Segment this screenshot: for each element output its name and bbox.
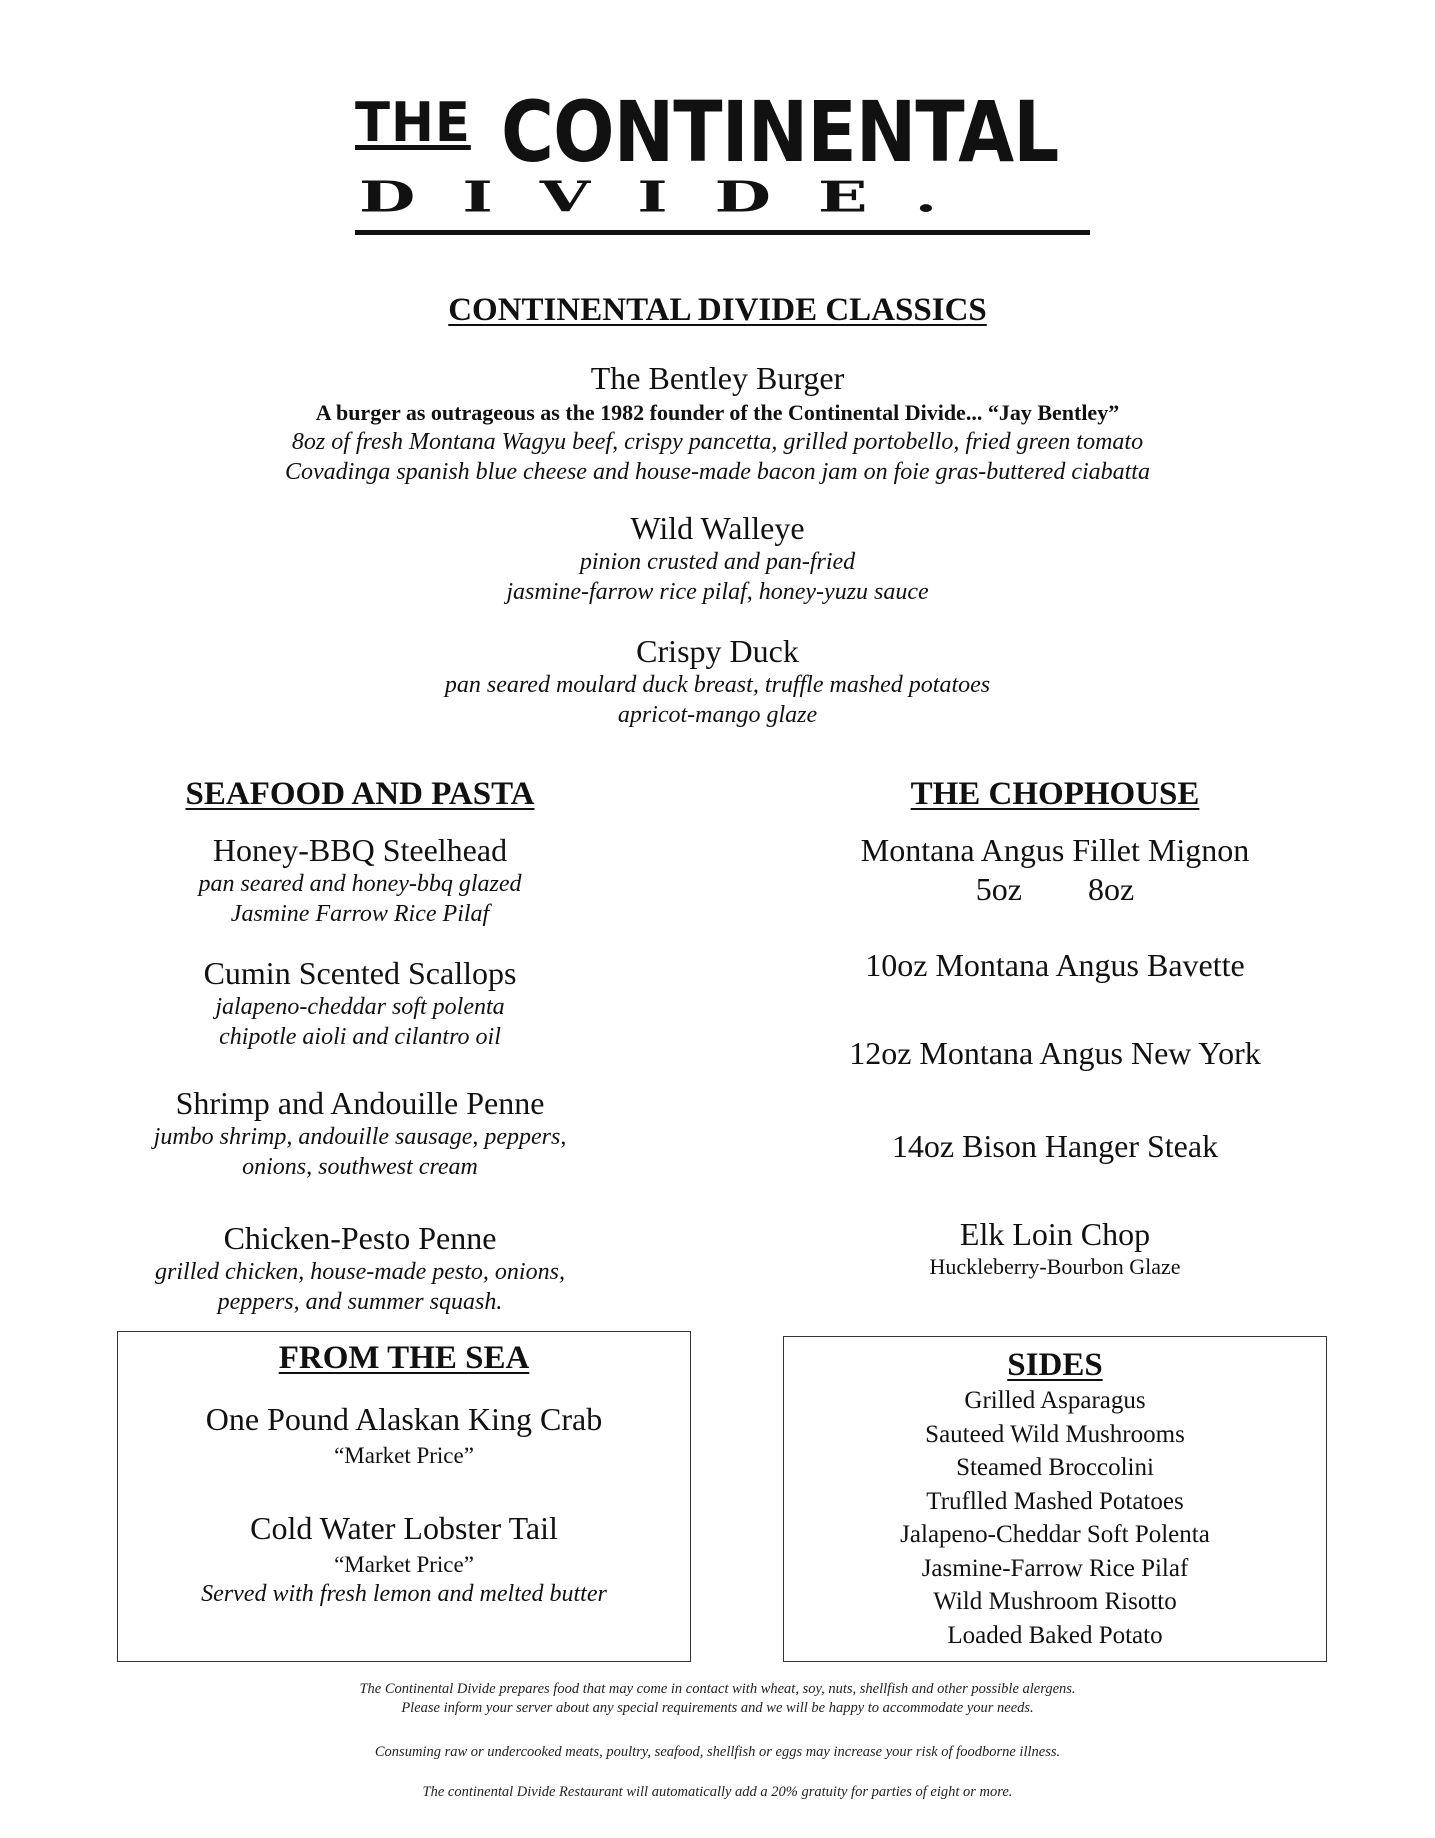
dish-desc: chipotle aioli and cilantro oil <box>219 1023 501 1050</box>
dish-desc: jumbo shrimp, andouille sausage, peppers, <box>153 1123 567 1150</box>
chicken-pesto-penne <box>110 1220 610 1317</box>
dish-price: “Market Price” <box>334 1442 474 1468</box>
seafood-heading: SEAFOOD AND PASTA <box>185 776 535 812</box>
list-item: Jasmine-Farrow Rice Pilaf <box>921 1554 1189 1582</box>
dish-desc: Jasmine Farrow Rice Pilaf <box>230 900 490 927</box>
portion-sizes <box>805 871 1305 908</box>
sides-heading: SIDES <box>1007 1347 1103 1383</box>
wild-walleye <box>0 510 1435 607</box>
dish-price: “Market Price” <box>334 1551 474 1577</box>
list-item: Jalapeno-Cheddar Soft Polenta <box>900 1521 1210 1548</box>
dish-desc: Served with fresh lemon and melted butter <box>201 1580 607 1607</box>
elk-loin-chop <box>805 1216 1305 1281</box>
list-item: Sauteed Wild Mushrooms <box>925 1420 1185 1448</box>
logo-continental: CONTINENTAL <box>501 83 1059 181</box>
logo-divide: DIVIDE. <box>359 172 985 222</box>
lobster-tail <box>118 1510 690 1609</box>
dish-desc: onions, southwest cream <box>242 1153 478 1180</box>
list-item: Wild Mushroom Risotto <box>933 1588 1177 1615</box>
dish-desc: jasmine-farrow rice pilaf, honey-yuzu sauce <box>506 578 929 605</box>
list-item: Steamed Broccolini <box>956 1454 1154 1481</box>
allergen-notice <box>0 1680 1435 1718</box>
dish-name: Elk Loin Chop <box>959 1216 1151 1252</box>
dish-name: Cold Water Lobster Tail <box>250 1509 558 1546</box>
dish-desc: grilled chicken, house-made pesto, onions, <box>155 1258 565 1285</box>
crispy-duck <box>0 633 1435 730</box>
logo-the: THE <box>355 91 471 154</box>
dish-name: Honey-BBQ Steelhead <box>212 832 508 868</box>
dish-desc: 8oz of fresh Montana Wagyu beef, crispy pancetta, grilled portobello, fried green tomato <box>291 428 1144 455</box>
angus-new-york: 12oz Montana Angus New York <box>849 1035 1261 1071</box>
list-item: Truflled Mashed Potatoes <box>926 1487 1184 1515</box>
fillet-mignon <box>805 832 1305 908</box>
cumin-scented-scallops <box>110 955 610 1052</box>
dish-name: Cumin Scented Scallops <box>203 955 517 991</box>
dish-name: Montana Angus Fillet Mignon <box>860 832 1250 868</box>
logo-underline <box>355 230 1090 235</box>
restaurant-logo <box>355 83 1095 240</box>
dish-name: Shrimp and Andouille Penne <box>175 1085 545 1121</box>
portion-8oz: 8oz <box>1088 870 1135 907</box>
footer-line: Please inform your server about any special requirements and we will be happy to accommodate your needs. <box>401 1700 1034 1716</box>
raw-food-warning: Consuming raw or undercooked meats, poultry, seafood, shellfish or eggs may increase your risk of foodborne illness. <box>374 1744 1061 1760</box>
chophouse-heading: THE CHOPHOUSE <box>910 776 1200 812</box>
honey-bbq-steelhead <box>110 832 610 929</box>
dish-desc: Huckleberry-Bourbon Glaze <box>929 1253 1181 1279</box>
dish-desc: peppers, and summer squash. <box>217 1288 503 1315</box>
dish-name: The Bentley Burger <box>590 360 845 396</box>
sides-box <box>783 1336 1327 1662</box>
footer-line: The Continental Divide prepares food that may come in contact with wheat, soy, nuts, shellfish and other possible alergens. <box>359 1681 1076 1697</box>
dish-desc: apricot-mango glaze <box>617 701 818 728</box>
dish-desc: Covadinga spanish blue cheese and house-made bacon jam on foie gras-buttered ciabatta <box>285 458 1150 485</box>
dish-name: Wild Walleye <box>630 510 805 546</box>
list-item: Loaded Baked Potato <box>947 1621 1163 1649</box>
sides-list <box>784 1384 1326 1652</box>
dish-desc: jalapeno-cheddar soft polenta <box>215 993 505 1020</box>
dish-desc: pinion crusted and pan-fried <box>579 548 856 575</box>
classics-heading: CONTINENTAL DIVIDE CLASSICS <box>448 292 987 328</box>
shrimp-andouille-penne <box>110 1085 610 1182</box>
list-item: Grilled Asparagus <box>964 1387 1146 1414</box>
dish-desc: pan seared and honey-bbq glazed <box>198 870 522 897</box>
portion-5oz: 5oz <box>975 870 1022 907</box>
king-crab <box>118 1401 690 1470</box>
gratuity-notice: The continental Divide Restaurant will automatically add a 20% gratuity for parties of eight or more. <box>422 1784 1013 1800</box>
angus-bavette: 10oz Montana Angus Bavette <box>865 947 1245 983</box>
bison-hanger-steak: 14oz Bison Hanger Steak <box>891 1128 1219 1164</box>
dish-name: Chicken-Pesto Penne <box>223 1220 497 1256</box>
sea-heading: FROM THE SEA <box>278 1340 530 1376</box>
bentley-burger <box>0 360 1435 487</box>
from-the-sea-box <box>117 1331 691 1662</box>
dish-name: One Pound Alaskan King Crab <box>205 1401 603 1437</box>
dish-tagline: A burger as outrageous as the 1982 founder of the Continental Divide... “Jay Bentley” <box>315 399 1120 425</box>
dish-desc: pan seared moulard duck breast, truffle mashed potatoes <box>444 671 991 698</box>
dish-name: Crispy Duck <box>636 633 799 669</box>
